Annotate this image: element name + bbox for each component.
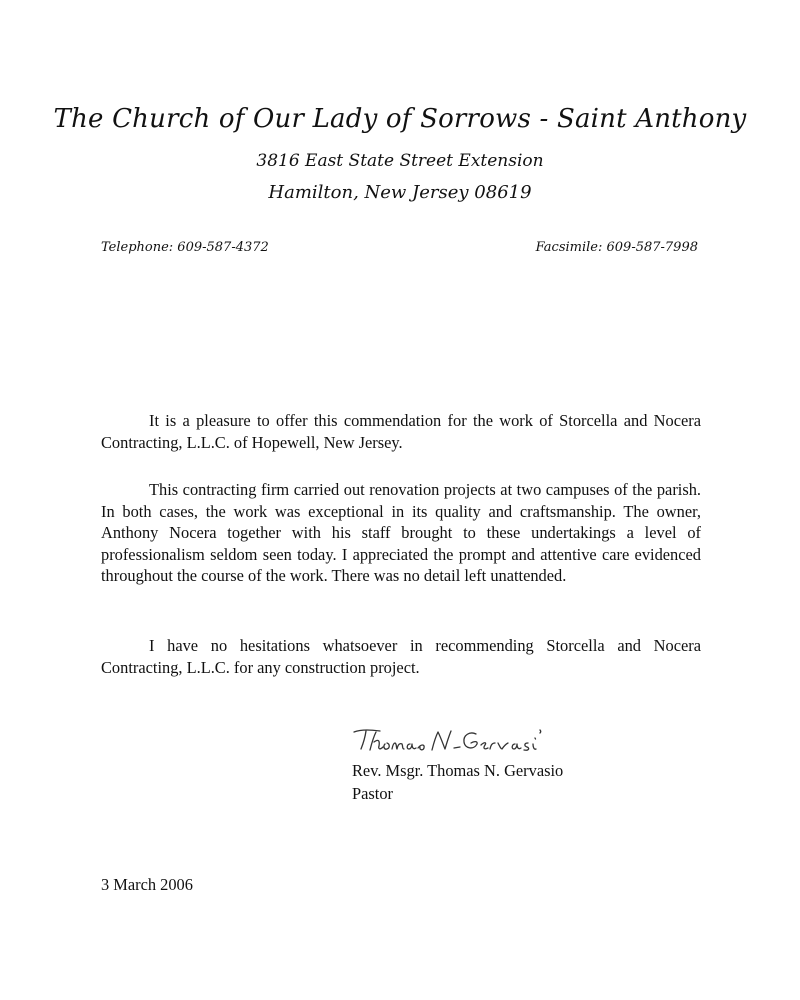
telephone-number: Telephone: 609-587-4372	[101, 240, 269, 255]
signatory-name: Rev. Msgr. Thomas N. Gervasio	[352, 761, 564, 780]
paragraph-3-text: I have no hesitations whatsoever in recommending Storcella and Nocera Contracting, L.L.C. for any construction project.	[101, 636, 701, 677]
paragraph-1-text: It is a pleasure to offer this commendation for the work of Storcella and Nocera Contracting, L.L.C. of Hopewell, New Jersey.	[101, 411, 701, 452]
letter-date: 3 March 2006	[101, 875, 193, 894]
paragraph-recommendation	[101, 635, 701, 678]
signatory-title: Pastor	[352, 784, 393, 803]
paragraph-commendation	[101, 410, 701, 453]
handwritten-signature	[350, 722, 630, 762]
church-name: The Church of Our Lady of Sorrows - Saint Anthony	[53, 104, 747, 134]
address-line-2: Hamilton, New Jersey 08619	[268, 182, 532, 203]
facsimile-number: Facsimile: 609-587-7998	[535, 240, 698, 255]
address-line-1: 3816 East State Street Extension	[256, 151, 544, 171]
paragraph-projects	[101, 479, 701, 587]
paragraph-2-text: This contracting firm carried out renovation projects at two campuses of the parish. In both cases, the work was exceptional in its quality and craftsmanship. The owner, Anthony Nocera together with his staff brought to these undertakings a level of professionalism seldom seen today. I appreciated the prompt and attentive care evidenced throughout the course of the work. There was no detail left unattended.	[101, 480, 701, 585]
